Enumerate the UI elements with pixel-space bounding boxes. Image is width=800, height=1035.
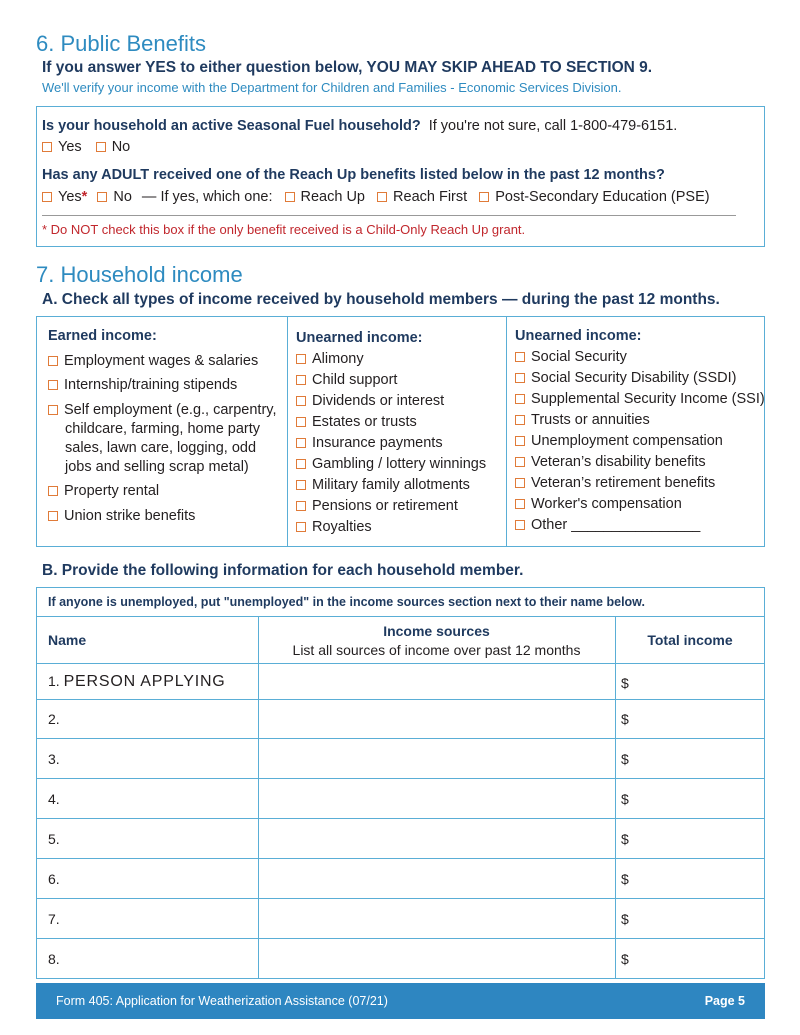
- earned-item-self-employment-line2: childcare, farming, home party: [65, 421, 261, 437]
- earned-item-self-employment-line3: sales, lawn care, logging, odd: [65, 440, 257, 456]
- reach-up-option[interactable]: Reach Up: [285, 189, 365, 205]
- checkbox-icon[interactable]: [296, 522, 306, 532]
- checkbox-icon[interactable]: [48, 356, 58, 366]
- header-name: Name: [48, 632, 87, 648]
- row-divider: [36, 938, 765, 939]
- checkbox-icon[interactable]: [515, 415, 525, 425]
- row-divider: [36, 699, 765, 700]
- table-row-1-name[interactable]: [48, 673, 226, 691]
- unearned-item-gambling[interactable]: Gambling / lottery winnings: [296, 456, 486, 473]
- unearned-item-dividends[interactable]: Dividends or interest: [296, 393, 444, 410]
- part-a-instruction: A. Check all types of income received by household members — during the past 12 months.: [42, 291, 720, 308]
- checkbox-icon[interactable]: [515, 478, 525, 488]
- row-divider: [36, 898, 765, 899]
- row-divider: [36, 818, 765, 819]
- table-divider: [36, 663, 765, 664]
- checkbox-icon[interactable]: [296, 501, 306, 511]
- checkbox-icon[interactable]: [48, 511, 58, 521]
- checkbox-icon[interactable]: [377, 192, 387, 202]
- checkbox-icon[interactable]: [515, 499, 525, 509]
- checkbox-icon[interactable]: [48, 380, 58, 390]
- unearned-item-social-security[interactable]: Social Security: [515, 349, 627, 366]
- earned-item-internship[interactable]: Internship/training stipends: [48, 377, 237, 394]
- checkbox-icon[interactable]: [515, 373, 525, 383]
- reach-up-options: [42, 189, 710, 205]
- checkbox-icon[interactable]: [296, 396, 306, 406]
- row-number: 1.: [48, 673, 60, 689]
- reach-up-footnote: * Do NOT check this box if the only benefit received is a Child-Only Reach Up grant.: [42, 222, 526, 237]
- section-6-note: We'll verify your income with the Department for Children and Families - Economic Services Division.: [42, 80, 622, 95]
- seasonal-fuel-question-phone: If you're not sure, call 1-800-479-6151.: [428, 118, 678, 134]
- checkbox-icon[interactable]: [296, 354, 306, 364]
- unearned-item-ssi[interactable]: Supplemental Security Income (SSI): [515, 391, 765, 408]
- unearned-item-insurance[interactable]: Insurance payments: [296, 435, 443, 452]
- seasonal-fuel-question: [42, 118, 677, 134]
- reach-up-no-option[interactable]: No: [97, 189, 132, 205]
- table-row-5-total[interactable]: $: [621, 831, 629, 847]
- header-income-sources: Income sources: [383, 623, 490, 639]
- unearned-item-alimony[interactable]: Alimony: [296, 351, 364, 368]
- table-row-6-name[interactable]: 6.: [48, 871, 60, 887]
- column-divider: [287, 316, 288, 547]
- footer-page-number: Page 5: [704, 994, 745, 1008]
- checkbox-icon[interactable]: [296, 375, 306, 385]
- checkbox-icon[interactable]: [479, 192, 489, 202]
- checkbox-icon[interactable]: [97, 192, 107, 202]
- table-row-8-total[interactable]: $: [621, 951, 629, 967]
- checkbox-icon[interactable]: [515, 394, 525, 404]
- section-7-title: 7. Household income: [36, 262, 243, 287]
- table-row-2-name[interactable]: 2.: [48, 711, 60, 727]
- table-row-7-name[interactable]: 7.: [48, 911, 60, 927]
- footer-form-title: Form 405: Application for Weatherization Assistance (07/21): [56, 994, 388, 1008]
- earned-item-union-strike[interactable]: Union strike benefits: [48, 508, 195, 525]
- checkbox-icon[interactable]: [515, 436, 525, 446]
- part-b-instruction: B. Provide the following information for each household member.: [42, 562, 524, 579]
- table-column-divider: [615, 616, 616, 979]
- section-6-instruction: If you answer YES to either question below, YOU MAY SKIP AHEAD TO SECTION 9.: [42, 59, 653, 76]
- earned-item-wages[interactable]: Employment wages & salaries: [48, 353, 258, 370]
- row-divider: [36, 738, 765, 739]
- table-row-4-total[interactable]: $: [621, 791, 629, 807]
- table-divider: [36, 616, 765, 617]
- pse-option[interactable]: Post-Secondary Education (PSE): [479, 189, 709, 205]
- checkbox-icon[interactable]: [285, 192, 295, 202]
- table-row-3-total[interactable]: $: [621, 751, 629, 767]
- checkbox-icon[interactable]: [96, 142, 106, 152]
- seasonal-fuel-yes-option[interactable]: Yes: [42, 139, 82, 155]
- person-applying-label: PERSON APPLYING: [63, 673, 226, 690]
- table-row-8-name[interactable]: 8.: [48, 951, 60, 967]
- checkbox-icon[interactable]: [42, 192, 52, 202]
- unearned-income-title-2: Unearned income:: [515, 328, 642, 344]
- table-row-2-total[interactable]: $: [621, 711, 629, 727]
- table-row-4-name[interactable]: 4.: [48, 791, 60, 807]
- unearned-item-child-support[interactable]: Child support: [296, 372, 397, 389]
- checkbox-icon[interactable]: [296, 438, 306, 448]
- unearned-item-military[interactable]: Military family allotments: [296, 477, 470, 494]
- checkbox-icon[interactable]: [515, 520, 525, 530]
- earned-income-title: Earned income:: [48, 328, 157, 344]
- table-row-1-total[interactable]: $: [621, 675, 629, 691]
- unearned-item-veteran-retirement[interactable]: Veteran’s retirement benefits: [515, 475, 715, 492]
- unearned-income-title-1: Unearned income:: [296, 330, 423, 346]
- table-note: If anyone is unemployed, put "unemployed" in the income sources section next to their name below.: [48, 595, 645, 609]
- checkbox-icon[interactable]: [42, 142, 52, 152]
- footnote-divider: [42, 215, 736, 216]
- reach-up-question: Has any ADULT received one of the Reach Up benefits listed below in the past 12 months?: [42, 167, 665, 183]
- table-column-divider: [258, 616, 259, 979]
- seasonal-fuel-options: [42, 139, 130, 155]
- reach-up-yes-option[interactable]: Yes*: [42, 189, 87, 205]
- unearned-item-ssdi[interactable]: Social Security Disability (SSDI): [515, 370, 736, 387]
- unearned-item-unemployment[interactable]: Unemployment compensation: [515, 433, 723, 450]
- checkbox-icon[interactable]: [48, 486, 58, 496]
- seasonal-fuel-no-option[interactable]: No: [96, 139, 131, 155]
- unearned-item-veteran-disability[interactable]: Veteran’s disability benefits: [515, 454, 706, 471]
- table-row-5-name[interactable]: 5.: [48, 831, 60, 847]
- table-row-6-total[interactable]: $: [621, 871, 629, 887]
- earned-item-property-rental[interactable]: Property rental: [48, 483, 159, 500]
- row-divider: [36, 778, 765, 779]
- row-divider: [36, 858, 765, 859]
- unearned-item-trusts[interactable]: Trusts or annuities: [515, 412, 650, 429]
- earned-item-self-employment-line4: jobs and selling scrap metal): [65, 459, 249, 475]
- seasonal-fuel-question-bold: Is your household an active Seasonal Fuel household?: [42, 118, 421, 134]
- header-total-income: Total income: [647, 632, 733, 648]
- unearned-item-estates[interactable]: Estates or trusts: [296, 414, 417, 431]
- checkbox-icon[interactable]: [296, 417, 306, 427]
- section-6-title: 6. Public Benefits: [36, 31, 206, 56]
- asterisk-marker: *: [81, 189, 88, 205]
- header-income-sources-sub: List all sources of income over past 12 months: [292, 642, 581, 658]
- unearned-item-royalties[interactable]: Royalties: [296, 519, 372, 536]
- checkbox-icon[interactable]: [48, 405, 58, 415]
- unearned-item-pensions[interactable]: Pensions or retirement: [296, 498, 458, 515]
- reach-first-option[interactable]: Reach First: [377, 189, 467, 205]
- reach-up-which-label: — If yes, which one:: [141, 189, 273, 205]
- checkbox-icon[interactable]: [515, 352, 525, 362]
- checkbox-icon[interactable]: [296, 459, 306, 469]
- checkbox-icon[interactable]: [515, 457, 525, 467]
- table-row-7-total[interactable]: $: [621, 911, 629, 927]
- unearned-item-workers-comp[interactable]: Worker's compensation: [515, 496, 682, 513]
- checkbox-icon[interactable]: [296, 480, 306, 490]
- table-row-3-name[interactable]: 3.: [48, 751, 60, 767]
- earned-item-self-employment[interactable]: Self employment (e.g., carpentry,: [48, 402, 277, 419]
- column-divider: [506, 316, 507, 547]
- unearned-item-other[interactable]: Other ________________: [515, 517, 700, 534]
- page-footer: [36, 983, 765, 1019]
